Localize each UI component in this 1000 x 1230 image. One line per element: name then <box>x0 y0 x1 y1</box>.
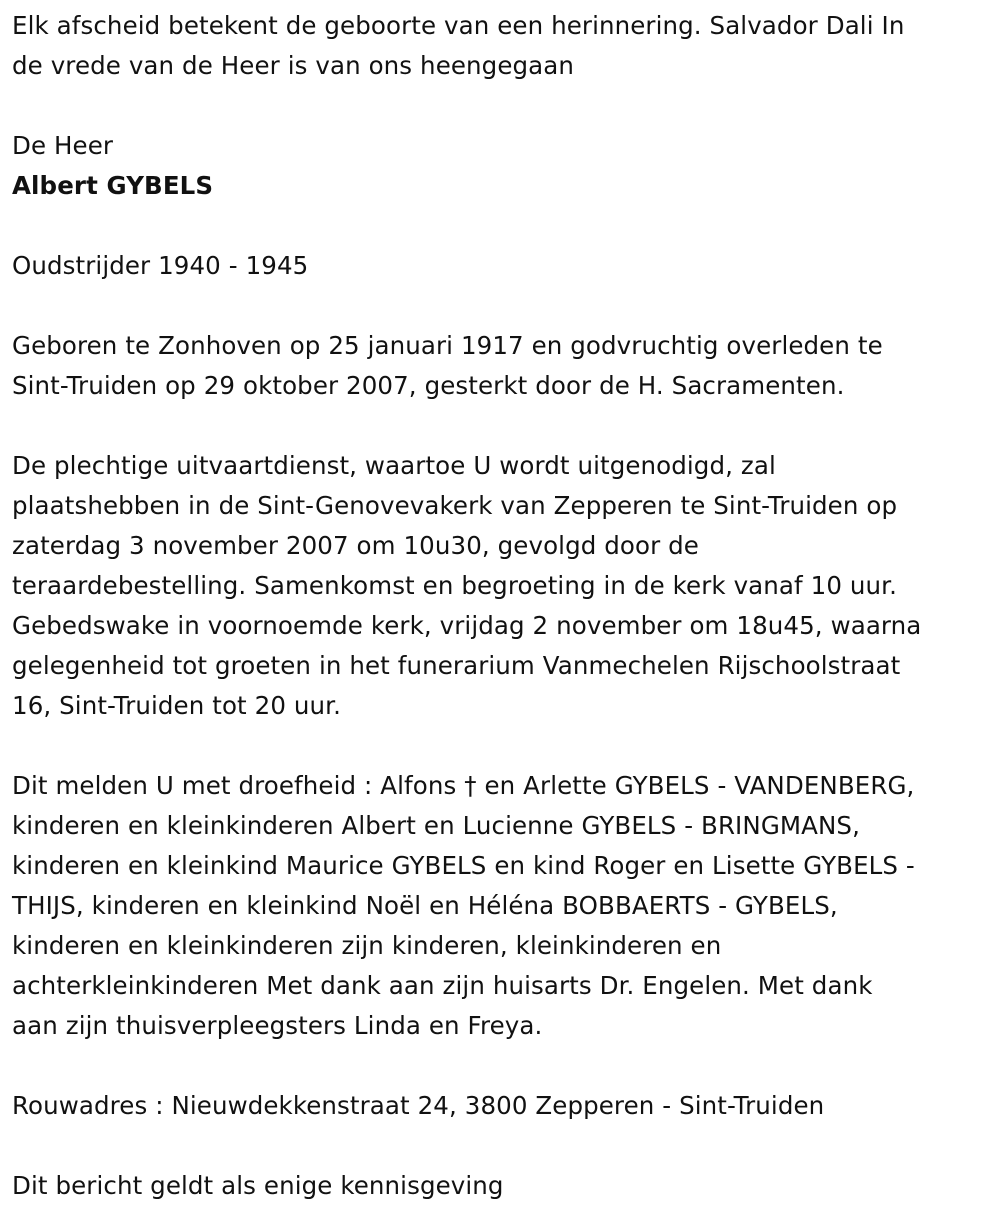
paragraph-line: plaatshebben in de Sint-Genovevakerk van Zepperen te Sint-Truiden op <box>12 491 898 520</box>
spacer <box>12 286 988 326</box>
spacer <box>12 1126 988 1166</box>
paragraph-line: kinderen en kleinkind Maurice GYBELS en kind Roger en Lisette GYBELS - <box>12 851 915 880</box>
closing-note: Dit bericht geldt als enige kennisgeving <box>12 1171 504 1200</box>
paragraph-line: gelegenheid tot groeten in het funerarium Vanmechelen Rijschoolstraat <box>12 651 901 680</box>
paragraph-line: THIJS, kinderen en kleinkind Noël en Héléna BOBBAERTS - GYBELS, <box>12 891 838 920</box>
spacer <box>12 86 988 126</box>
spacer <box>12 726 988 766</box>
paragraph-line: teraardebestelling. Samenkomst en begroeting in de kerk vanaf 10 uur. <box>12 571 897 600</box>
paragraph-line: zaterdag 3 november 2007 om 10u30, gevolgd door de <box>12 531 699 560</box>
paragraph-line: Geboren te Zonhoven op 25 januari 1917 en godvruchtig overleden te <box>12 331 883 360</box>
spacer <box>12 406 988 446</box>
intro-line: Elk afscheid betekent de geboorte van een herinnering. Salvador Dali In <box>12 11 905 40</box>
service-paragraph <box>12 446 988 726</box>
mourning-address: Rouwadres : Nieuwdekkenstraat 24, 3800 Zepperen - Sint-Truiden <box>12 1091 825 1120</box>
intro-quote <box>12 6 988 86</box>
paragraph-line: achterkleinkinderen Met dank aan zijn huisarts Dr. Engelen. Met dank <box>12 971 873 1000</box>
spacer <box>12 206 988 246</box>
deceased-title: Oudstrijder 1940 - 1945 <box>12 251 309 280</box>
spacer <box>12 1046 988 1086</box>
paragraph-line: Dit melden U met droefheid : Alfons † en Arlette GYBELS - VANDENBERG, <box>12 771 915 800</box>
paragraph-line: Gebedswake in voornoemde kerk, vrijdag 2 november om 18u45, waarna <box>12 611 922 640</box>
paragraph-line: aan zijn thuisverpleegsters Linda en Freya. <box>12 1011 543 1040</box>
paragraph-line: kinderen en kleinkinderen Albert en Lucienne GYBELS - BRINGMANS, <box>12 811 860 840</box>
paragraph-line: kinderen en kleinkinderen zijn kinderen, kleinkinderen en <box>12 931 722 960</box>
paragraph-line: 16, Sint-Truiden tot 20 uur. <box>12 691 341 720</box>
deceased-name: Albert GYBELS <box>12 171 214 200</box>
birth-death-paragraph <box>12 326 988 406</box>
salutation: De Heer <box>12 131 114 160</box>
paragraph-line: De plechtige uitvaartdienst, waartoe U wordt uitgenodigd, zal <box>12 451 776 480</box>
paragraph-line: Sint-Truiden op 29 oktober 2007, gesterkt door de H. Sacramenten. <box>12 371 845 400</box>
family-paragraph <box>12 766 988 1046</box>
intro-line: de vrede van de Heer is van ons heengegaan <box>12 51 574 80</box>
